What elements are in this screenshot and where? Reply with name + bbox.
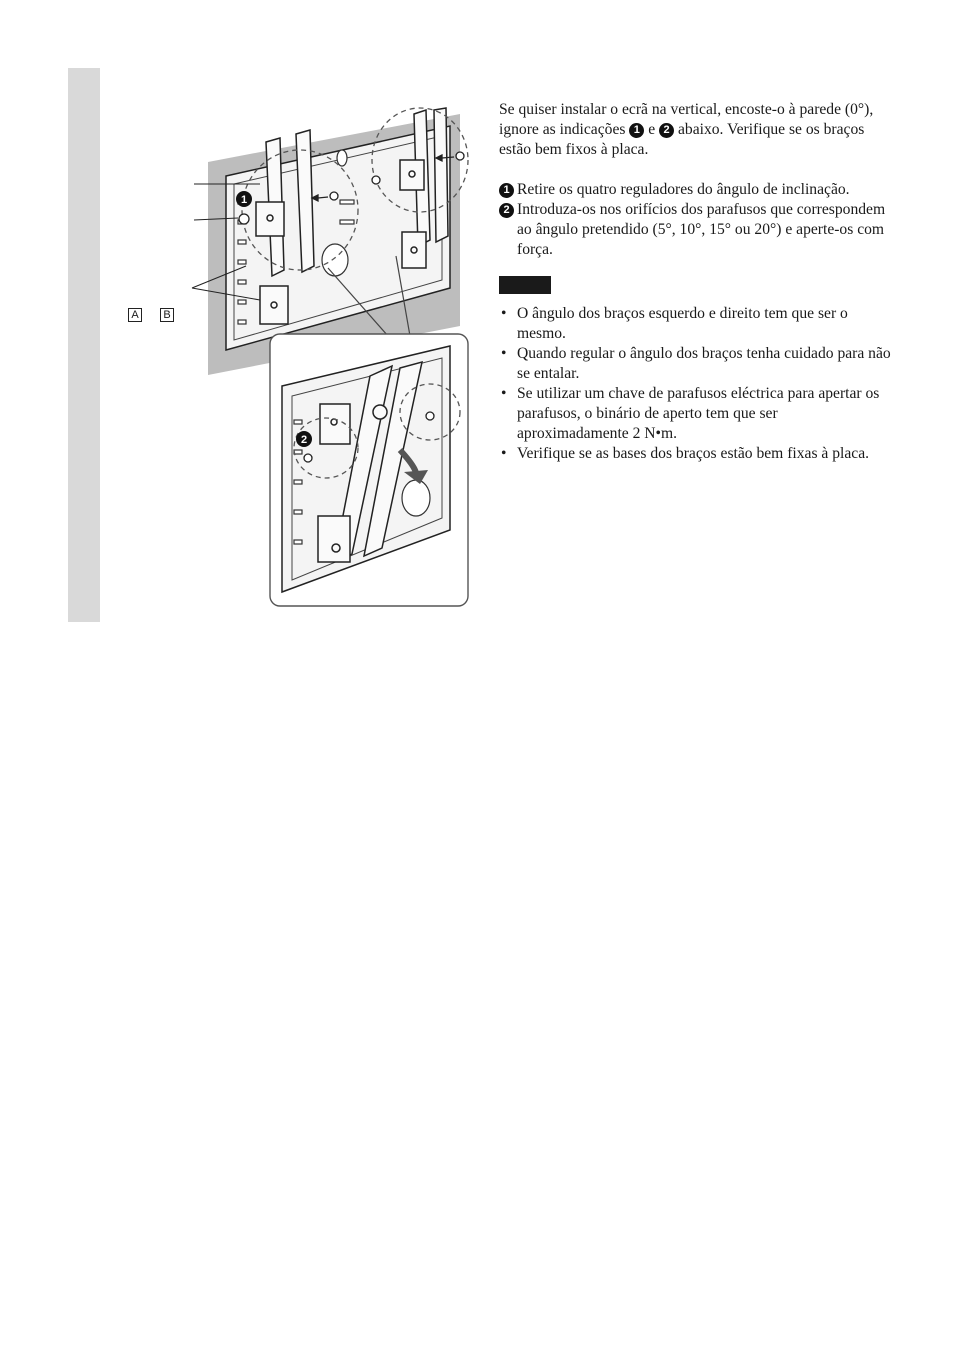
notes-heading-badge (499, 276, 551, 294)
marker-2-label: 2 (300, 434, 308, 446)
notes-list (499, 304, 891, 464)
callout-a: A (128, 308, 142, 322)
marker-2-inline: 2 (659, 123, 674, 138)
note-item: • O ângulo dos braços esquerdo e direito tem que ser o mesmo. (499, 304, 891, 344)
section-side-tab (68, 68, 100, 622)
step-number: 2 (499, 203, 514, 218)
note-item: • Se utilizar um chave de parafusos eléctrica para apertar os parafusos, o binário de aperto tem que ser aproximadamente 2 N•m. (499, 384, 891, 444)
intro-text-2: e (648, 121, 656, 138)
instructions-column (499, 100, 891, 464)
step-text: Introduza-os nos orifícios dos parafusos que correspondem ao ângulo pretendido (5°, 10°, 15° ou 20°) e aperte-os com força. (517, 201, 886, 258)
steps-list (499, 180, 891, 260)
marker-1-label: 1 (240, 194, 248, 206)
intro-text-3: abaixo. Verifique se os braços estão bem fixos à placa. (499, 121, 865, 158)
note-item: • Verifique se as bases dos braços estão bem fixas à placa. (499, 444, 891, 464)
bracket-drawing (120, 100, 480, 610)
intro-paragraph (499, 100, 891, 160)
intro-text-1: Se quiser instalar o ecrã na vertical, encoste-o à parede (0°), ignore as indicações (499, 101, 874, 138)
step-item (499, 180, 891, 200)
step-item (499, 200, 891, 260)
callout-labels (128, 308, 174, 322)
note-item: • Quando regular o ângulo dos braços tenha cuidado para não se entalar. (499, 344, 891, 384)
step-number: 1 (499, 183, 514, 198)
callout-b: B (160, 308, 174, 322)
marker-1-inline: 1 (629, 123, 644, 138)
step-text: Retire os quatro reguladores do ângulo de inclinação. (517, 181, 850, 198)
installation-illustration (120, 100, 480, 610)
